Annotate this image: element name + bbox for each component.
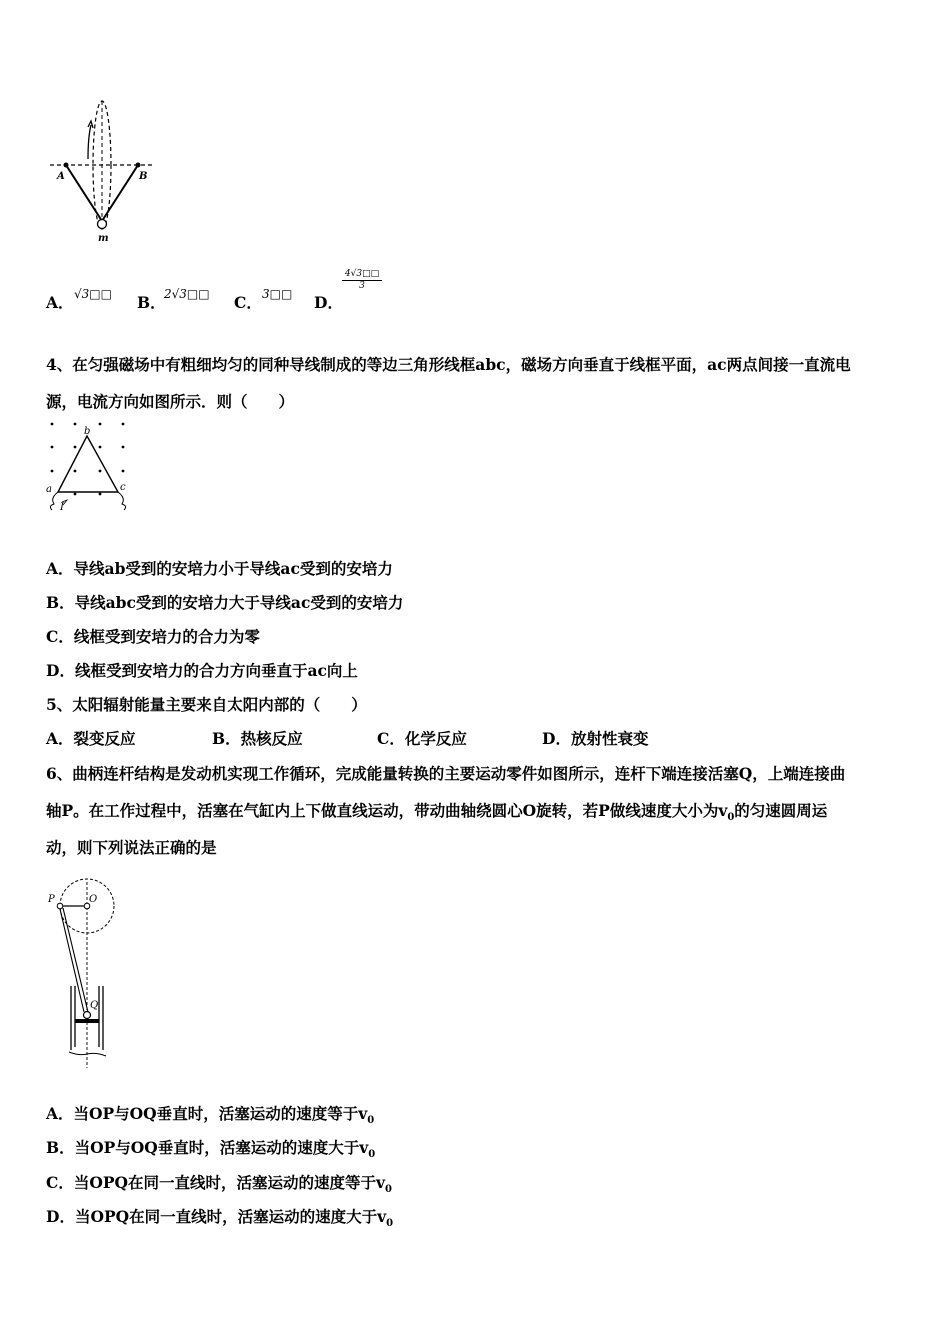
q4-option-b: B．导线abc受到的安培力大于导线ac受到的安培力 xyxy=(46,593,404,612)
option-text: D．当OPQ在同一直线时，活塞运动的速度大于v xyxy=(46,1207,387,1226)
fraction-denominator: 3 xyxy=(359,281,365,291)
q3-option-a-value: √3□□ xyxy=(74,287,112,301)
option-letter: B． xyxy=(137,293,166,312)
option-letter: A． xyxy=(46,293,74,312)
q6-stem-line2-tail: 的匀速圆周运 xyxy=(734,801,828,820)
q4-label-b: b xyxy=(84,426,91,437)
q6-figure xyxy=(44,872,134,1072)
v0-subscript: 0 xyxy=(386,1218,394,1230)
q6-stem-line2 xyxy=(46,801,827,828)
q4-label-a: a xyxy=(46,484,52,495)
v0-subscript: 0 xyxy=(727,812,735,824)
q3-option-d-fraction xyxy=(342,269,382,292)
q5-option-b: B．热核反应 xyxy=(212,729,303,748)
q6-stem-line3: 动，则下列说法正确的是 xyxy=(46,838,217,857)
q3-option-b-value: 2√3□□ xyxy=(164,287,210,301)
fraction-numerator: 4√3□□ xyxy=(342,269,382,281)
q3-option-c-value: 3□□ xyxy=(262,287,293,301)
q4-stem-line1: 4、在匀强磁场中有粗细均匀的同种导线制成的等边三角形线框abc，磁场方向垂直于线框平面，ac两点间接一直流电 xyxy=(46,355,851,374)
v0-subscript: 0 xyxy=(385,1184,392,1196)
v0-subscript: 0 xyxy=(368,1149,376,1161)
q3-label-b: B xyxy=(139,171,148,182)
v0-subscript: 0 xyxy=(367,1115,375,1127)
q5-option-a: A．裂变反应 xyxy=(46,729,136,748)
q6-label-o: O xyxy=(89,894,98,905)
q3-option-d xyxy=(314,293,343,313)
q4-figure xyxy=(40,414,140,519)
q4-option-d: D．线框受到安培力的合力方向垂直于ac向上 xyxy=(46,661,358,680)
q6-label-p: P xyxy=(48,894,55,905)
q4-label-c: c xyxy=(120,482,126,493)
q4-stem-line2: 源，电流方向如图所示．则（ ） xyxy=(46,392,295,411)
q6-label-q: Q xyxy=(90,1000,99,1011)
q6-option-d xyxy=(46,1207,393,1234)
option-text: C．当OPQ在同一直线时，活塞运动的速度等于v xyxy=(46,1173,386,1192)
option-letter: C． xyxy=(234,293,262,312)
q3-option-b xyxy=(137,293,166,313)
q5-option-c: C．化学反应 xyxy=(377,729,467,748)
q4-label-i: I xyxy=(60,502,64,513)
q6-option-c xyxy=(46,1173,392,1200)
q4-option-c: C．线框受到安培力的合力为零 xyxy=(46,627,260,646)
option-letter: D． xyxy=(314,293,343,312)
q5-stem: 5、太阳辐射能量主要来自太阳内部的（ ） xyxy=(46,695,367,714)
q3-figure xyxy=(44,95,159,245)
q6-option-a xyxy=(46,1104,374,1131)
q3-label-a: A xyxy=(57,171,65,182)
q3-option-a xyxy=(46,293,74,313)
q6-option-b xyxy=(46,1138,375,1165)
option-text: B．当OP与OQ垂直时，活塞运动的速度大于v xyxy=(46,1138,369,1157)
option-text: A．当OP与OQ垂直时，活塞运动的速度等于v xyxy=(46,1104,368,1123)
q6-stem-line2-text: 轴P。在工作过程中，活塞在气缸内上下做直线运动，带动曲轴绕圆心O旋转，若P做线速度大小为v xyxy=(46,801,728,820)
q3-label-m: m xyxy=(98,233,109,244)
q5-option-d: D．放射性衰变 xyxy=(542,729,649,748)
q4-option-a: A．导线ab受到的安培力小于导线ac受到的安培力 xyxy=(46,559,393,578)
q3-option-c xyxy=(234,293,262,313)
q6-stem-line1: 6、曲柄连杆结构是发动机实现工作循环，完成能量转换的主要运动零件如图所示，连杆下端连接活塞Q，上端连接曲 xyxy=(46,764,846,783)
